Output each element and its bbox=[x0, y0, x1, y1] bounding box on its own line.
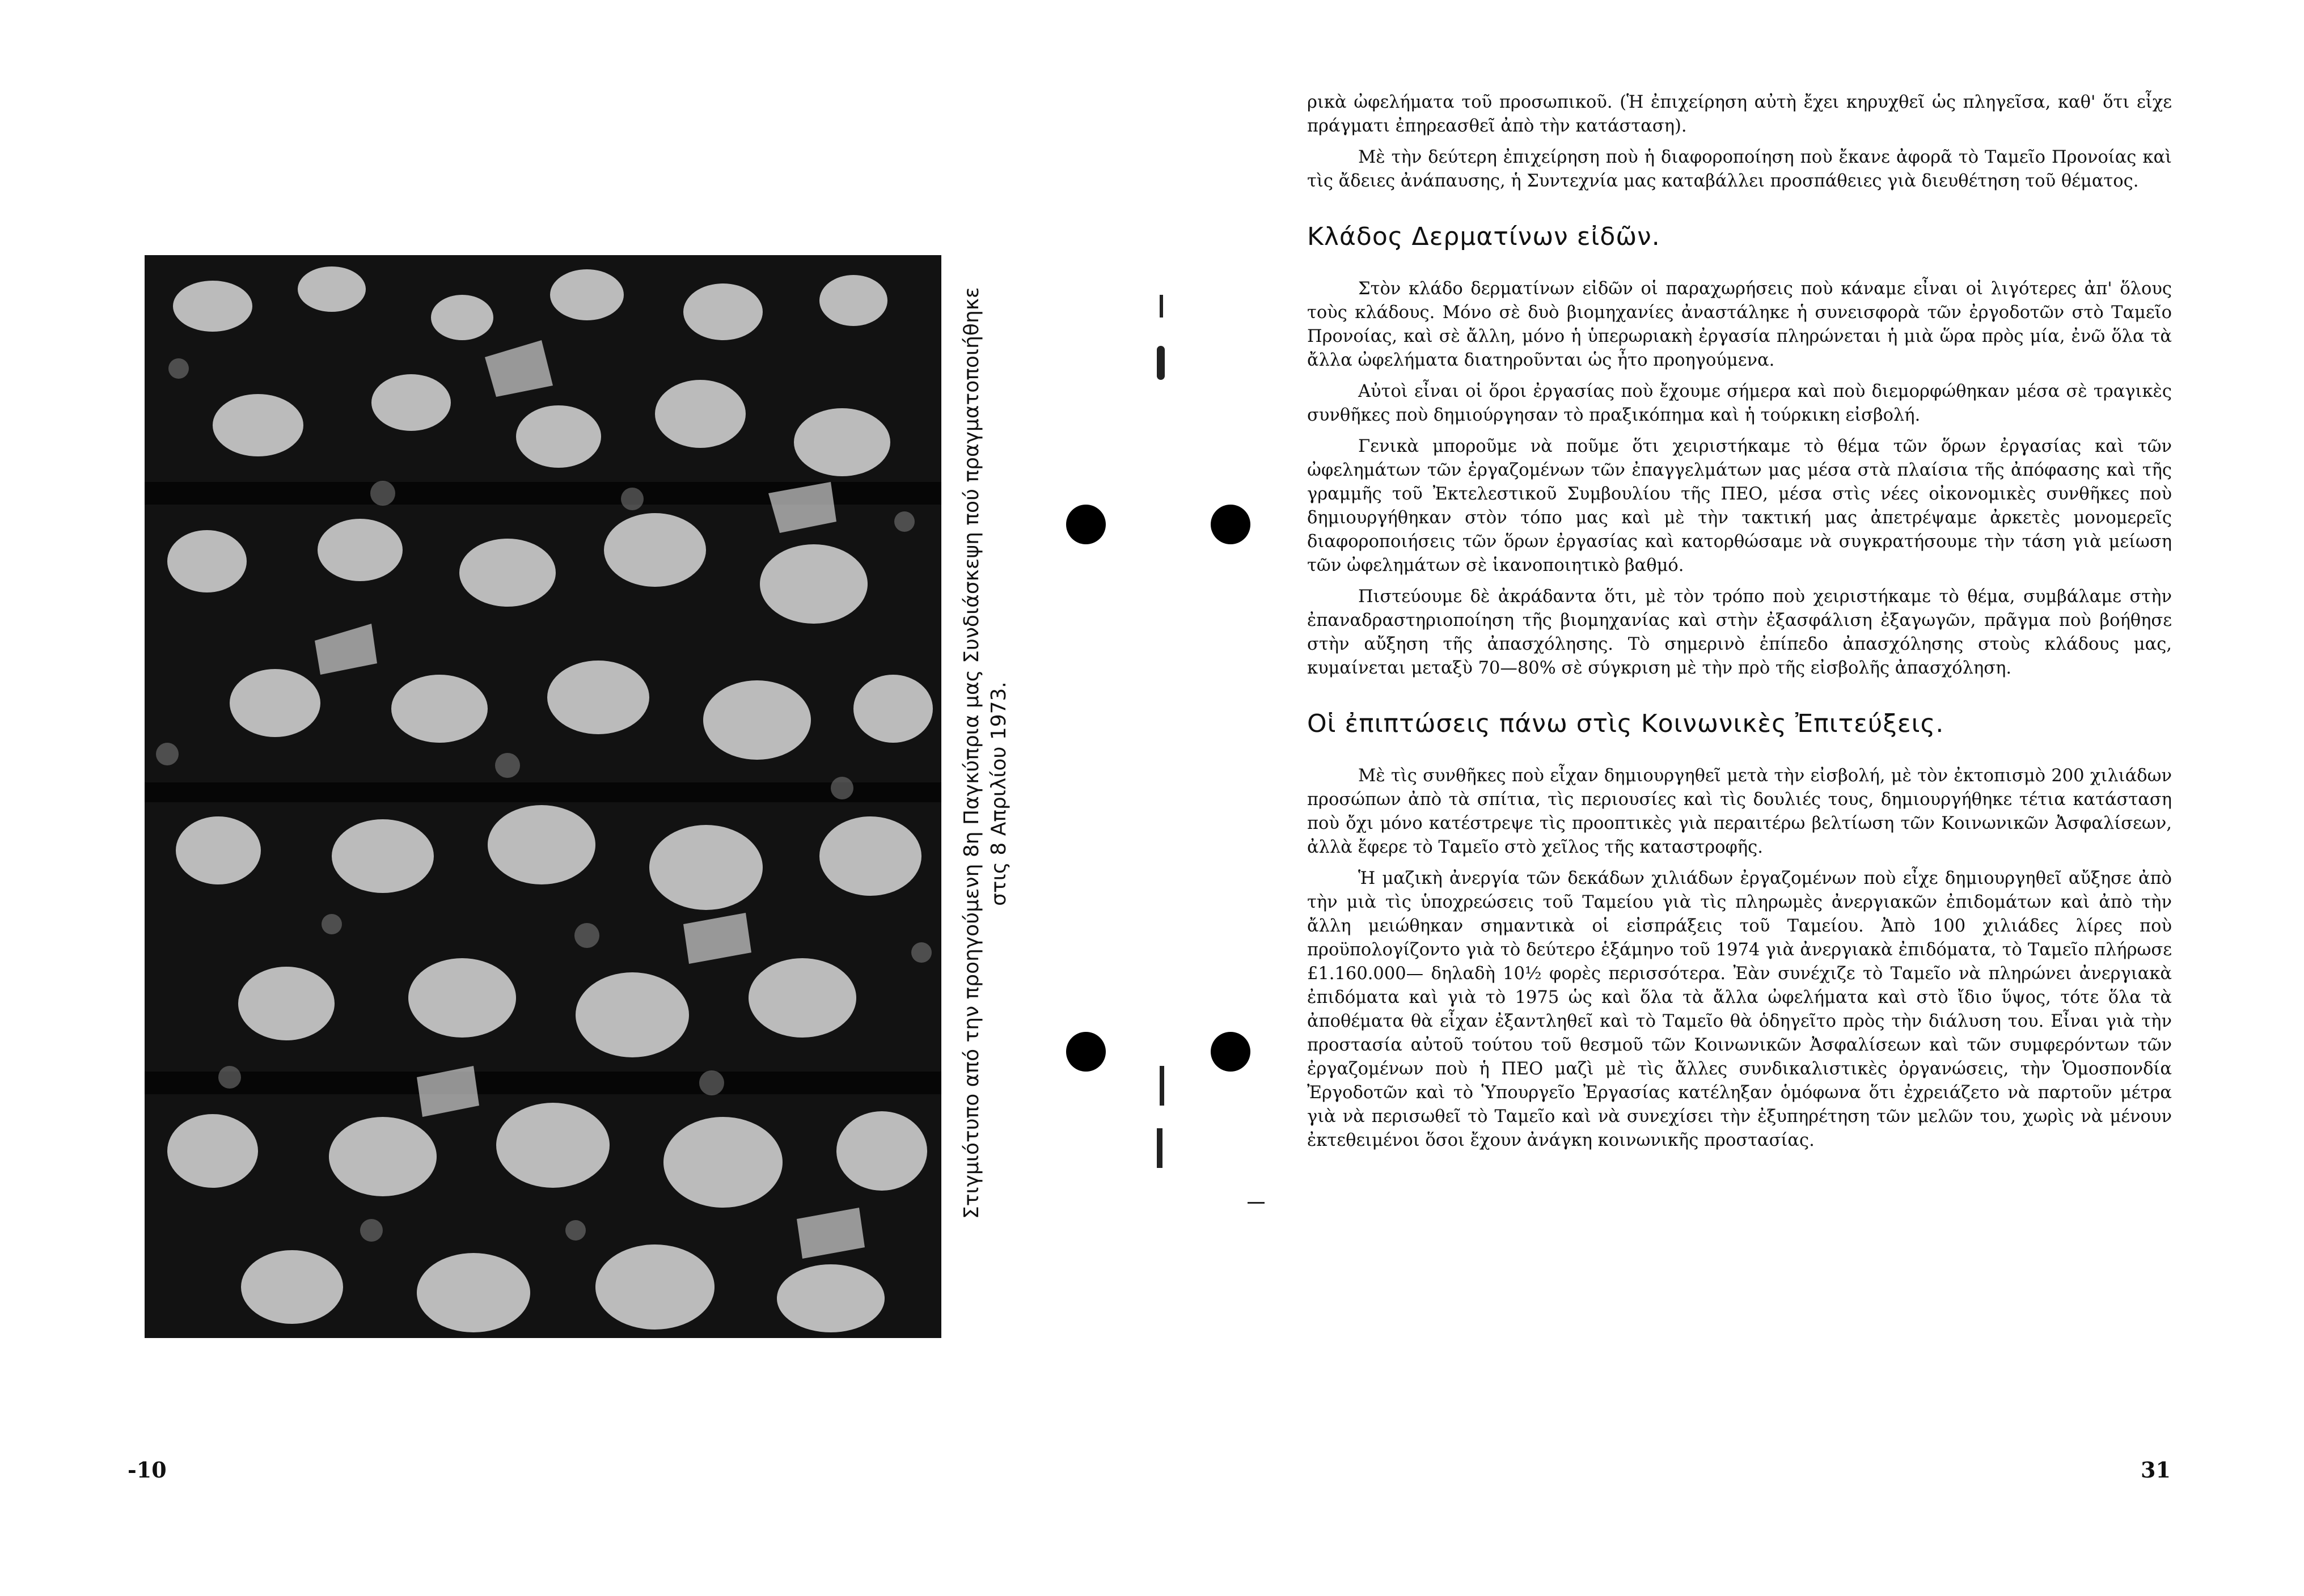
binding-hole-left-top bbox=[1066, 505, 1106, 544]
caption-line-2: στις 8 Απριλίου 1973. bbox=[987, 681, 1011, 906]
photo-image bbox=[145, 255, 941, 1338]
right-page-text bbox=[1307, 91, 2172, 1160]
conference-photo bbox=[145, 255, 941, 1338]
left-page-number bbox=[128, 1457, 167, 1483]
paragraph: Μὲ τὶς συνθῆκες ποὺ εἶχαν δημιουργηθεῖ μετὰ τὴν εἰσβολή, μὲ τὸν ἐκτοπισμὸ 200 χιλιάδων προσώπων ἀπὸ τὰ σπίτια, τὶς περιουσίες καὶ τὶς δουλιές τους, δημιουργήθηκε τέτια κατάσταση ποὺ ὄχι μόνο κατέστρεψε τὶς προοπτικὲς γιὰ περαιτέρω βελτίωση τῶν Κοινωνικῶν Ἀσφαλίσεων, ἀλλὰ ἔφερε τὸ Ταμεῖο στὸ χεῖλος τῆς καταστροφῆς. bbox=[1307, 766, 2172, 857]
photo-caption bbox=[958, 287, 1043, 1219]
gutter-mark bbox=[1160, 1066, 1164, 1106]
paragraph: Πιστεύουμε δὲ ἀκράδαντα ὅτι, μὲ τὸν τρόπο ποὺ χειριστήκαμε τὸ θέμα, συμβάλαμε στὴν ἐπαναδραστηριοποίηση τῆς βιομηχανίας καὶ στὴν ἐξασφάλιση ἐξαγωγῶν, πρᾶγμα ποὺ βοήθησε στὴν αὔξηση τῆς ἀπασχόλησης. Τὸ σημερινὸ ἐπίπεδο ἀπασχόλησης στοὺς κλάδους μας, κυμαίνεται μεταξὺ 70—80% σὲ σύγκριση μὲ τὴν πρὸ τῆς εἰσβολῆς ἀπασχόληση. bbox=[1307, 587, 2172, 678]
paragraph: Μὲ τὴν δεύτερη ἐπιχείρηση ποὺ ἡ διαφοροποίηση ποὺ ἔκανε ἀφορᾶ τὸ Ταμεῖο Προνοίας καὶ τὶς ἄδειες ἀνάπαυσης, ἡ Συντεχνία μας καταβάλλει προσπάθειες γιὰ διευθέτηση τοῦ θέματος. bbox=[1307, 147, 2172, 191]
right-page-number: 31 bbox=[2141, 1457, 2171, 1483]
section-heading-social: Οἱ ἐπιπτώσεις πάνω στὶς Κοινωνικὲς Ἐπιτεύξεις. bbox=[1307, 709, 1944, 738]
gutter-mark bbox=[1157, 1128, 1162, 1168]
binding-hole-right-bottom bbox=[1211, 1032, 1250, 1072]
gutter-mark bbox=[1157, 346, 1165, 380]
caption-line-1: Στιγμιότυπο από την προηγούμενη 8η Παγκύπρια μας Συνδιάσκεψη πού πραγματοποιήθηκε bbox=[960, 287, 983, 1219]
paragraph: Στὸν κλάδο δερματίνων εἰδῶν οἱ παραχωρήσεις ποὺ κάναμε εἶναι οἱ λιγότερες ἀπ' ὅλους τοὺς κλάδους. Μόνο σὲ δυὸ βιομηχανίες ἀναστάληκε ἡ συνεισφορὰ τῶν ἐργοδοτῶν στὸ Ταμεῖο Προνοίας, καὶ σὲ ἄλλη, μόνο ἡ ὑπερωριακὴ ἐργασία πληρώνεται ἡ μιὰ ὥρα πρὸς μία, ἐνῶ ὅλα τὰ ἄλλα ὠφελήματα διατηροῦνται ὡς ἦτο προηγούμενα. bbox=[1307, 279, 2172, 370]
gutter-mark bbox=[1160, 295, 1163, 317]
gutter-mark bbox=[1248, 1202, 1265, 1204]
page-dash: ‑ bbox=[128, 1457, 137, 1483]
paragraph: Ἡ μαζικὴ ἀνεργία τῶν δεκάδων χιλιάδων ἐργαζομένων ποὺ εἶχε δημιουργηθεῖ αὔξησε ἀπὸ τὴν μιὰ τὶς ὑποχρεώσεις τοῦ Ταμείου γιὰ τὶς πληρωμὲς ἀνεργιακῶν ἐπιδομάτων καὶ ἀπὸ τὴν ἄλλη μειώθηκαν σημαντικὰ οἱ εἰσπράξεις τοῦ Ταμείου. Ἀπὸ 100 χιλιάδες λίρες ποὺ προϋπολογίζοντο γιὰ τὸ δεύτερο ἑξάμηνο τοῦ 1974 γιὰ ἀνεργιακὰ ἐπιδόματα, τὸ Ταμεῖο πλήρωσε £1.160.000— δηλαδὴ 10½ φορὲς περισσότερα. Ἐὰν συνέχιζε τὸ Ταμεῖο νὰ πληρώνει ἀνεργιακὰ ἐπιδόματα καὶ γιὰ τὸ 1975 ὡς καὶ ὅλα τὰ ἄλλα ὠφελήματα καὶ στὸ ἴδιο ὕψος, τότε ὅλα τὰ ἀποθέματα θὰ εἶχαν ἐξαντληθεῖ καὶ τὸ Ταμεῖο θὰ ὁδηγεῖτο πρὸς τὴν διάλυση του. Εἶναι γιὰ τὴν προστασία αὐτοῦ τούτου τοῦ θεσμοῦ τῶν Κοινωνικῶν Ἀσφαλίσεων καὶ τῶν συμφερόντων τῶν ἐργαζομένων ποὺ ἡ ΠΕΟ μαζὶ μὲ τὶς ἄλλες συνδικαλιστικὲς ὀργανώσεις, τὴν Ὁμοσπονδία Ἐργοδοτῶν καὶ τὸ Ὑπουργεῖο Ἐργασίας κατέληξαν ὁμόφωνα ὅτι ἐχρειάζετο νὰ παρτοῦν μέτρα γιὰ νὰ περισωθεῖ τὸ Ταμεῖο καὶ νὰ συνεχίσει τὴν ἐξυπηρέτηση τῶν μελῶν του, χωρὶς νὰ μένουν ἐκτεθειμένοι ὅσοι ἔχουν ἀνάγκη κοινωνικῆς προστασίας. bbox=[1307, 869, 2172, 1150]
binding-hole-left-bottom bbox=[1066, 1032, 1106, 1072]
paragraph: Αὐτοὶ εἶναι οἱ ὅροι ἐργασίας ποὺ ἔχουμε σήμερα καὶ ποὺ διεμορφώθηκαν μέσα σὲ τραγικὲς συνθῆκες ποὺ δημιούργησαν τὸ πραξικόπημα καὶ ἡ τούρκικη εἰσβολή. bbox=[1307, 382, 2172, 425]
binding-hole-right-top bbox=[1211, 505, 1250, 544]
paragraph-continued: ρικὰ ὠφελήματα τοῦ προσωπικοῦ. (Ἡ ἐπιχείρηση αὐτὴ ἔχει κηρυχθεῖ ὡς πληγεῖσα, καθ' ὅτι εἶχε πράγματι ἐπηρεασθεῖ ἀπὸ τὴν κατάσταση). bbox=[1307, 92, 2172, 136]
section-heading-leather: Κλάδος Δερματίνων εἰδῶν. bbox=[1307, 222, 1660, 251]
left-page-number-value: 10 bbox=[136, 1457, 167, 1483]
paragraph: Γενικὰ μποροῦμε νὰ ποῦμε ὅτι χειριστήκαμε τὸ θέμα τῶν ὅρων ἐργασίας καὶ τῶν ὠφελημάτων τῶν ἐργαζομένων τῶν ἐπαγγελμάτων μας μέσα στὰ πλαίσια τῆς ἀπόφασης καὶ τῆς γραμμῆς τοῦ Ἐκτελεστικοῦ Συμβουλίου τῆς ΠΕΟ, μέσα στὶς νέες οἰκονομικὲς συνθῆκες ποὺ δημιουργήθηκαν στὸν τόπο μας καὶ μὲ τὴν τακτική μας ἀπετρέψαμε ἀρκετὲς μονομερεῖς διαφοροποιήσεις τῶν ὅρων ἐργασίας καὶ κατορθώσαμε νὰ συγκρατήσουμε τὴν τάση γιὰ μείωση τῶν ὠφελημάτων σὲ ἱκανοποιητικὸ βαθμό. bbox=[1307, 437, 2172, 575]
